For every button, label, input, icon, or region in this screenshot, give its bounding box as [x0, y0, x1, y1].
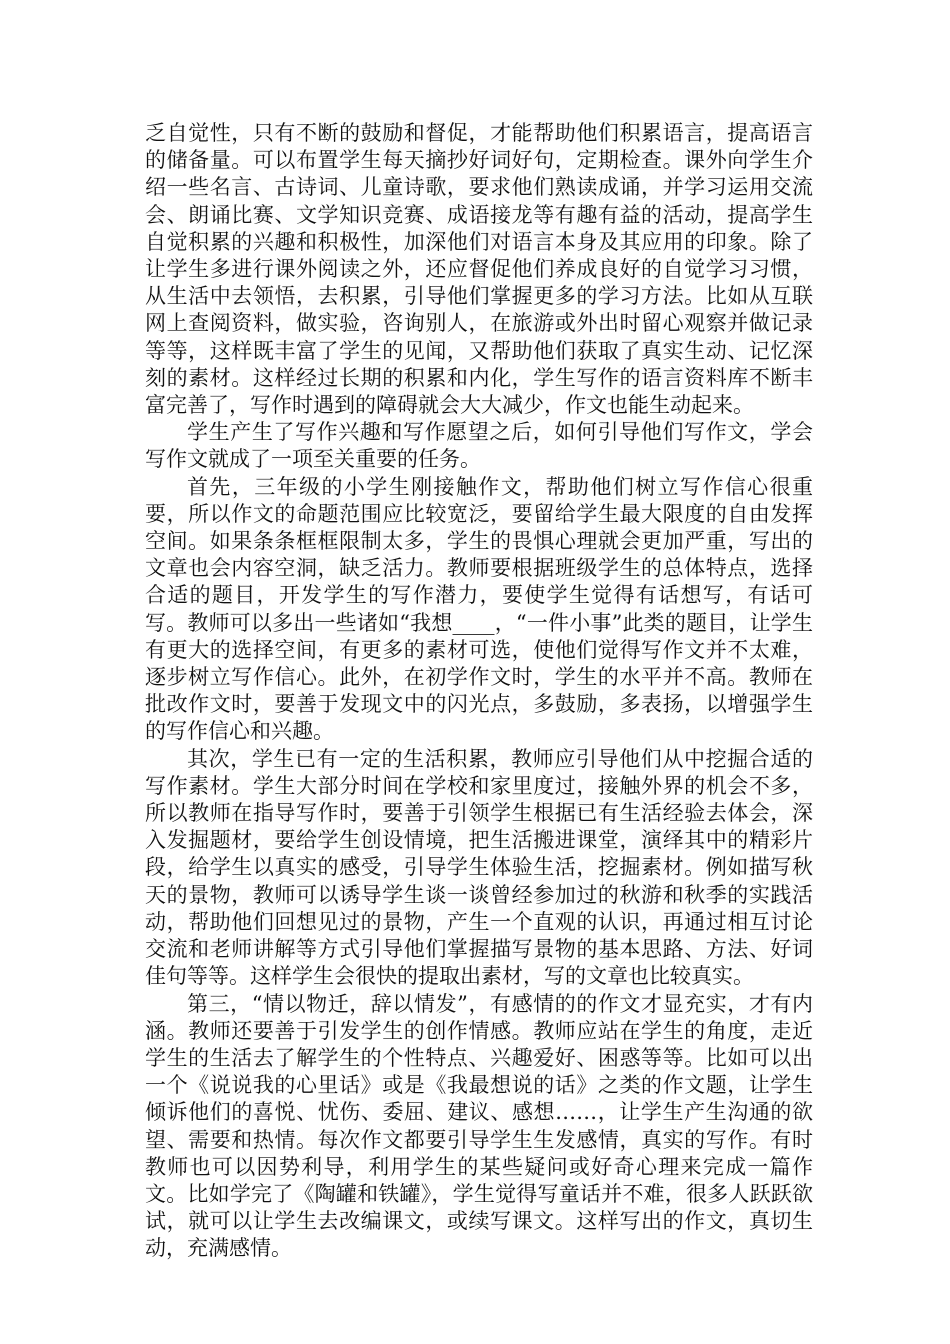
paragraph-2: 学生产生了写作兴趣和写作愿望之后，如何引导他们写作文，学会写作文就成了一项至关重要的任务。	[145, 420, 813, 472]
document-body	[145, 120, 813, 1263]
paragraph-1: 乏自觉性，只有不断的鼓励和督促，才能帮助他们积累语言，提高语言的储备量。可以布置学生每天摘抄好词好句，定期检查。课外向学生介绍一些名言、古诗词、儿童诗歌，要求他们熟读成诵，并学习运用交流会、朗诵比赛、文学知识竞赛、成语接龙等有趣有益的活动，提高学生自觉积累的兴趣和积极性，加深他们对语言本身及其应用的印象。除了让学生多进行课外阅读之外，还应督促他们养成良好的自觉学习习惯，从生活中去领悟，去积累，引导他们掌握更多的学习方法。比如从互联网上查阅资料，做实验，咨询别人，在旅游或外出时留心观察并做记录等等，这样既丰富了学生的见闻，又帮助他们获取了真实生动、记忆深刻的素材。这样经过长期的积累和内化，学生写作的语言资料库不断丰富完善了，写作时遇到的障碍就会大大减少，作文也能生动起来。	[145, 121, 813, 418]
paragraph-4: 其次，学生已有一定的生活积累，教师应引导他们从中挖掘合适的写作素材。学生大部分时间在学校和家里度过，接触外界的机会不多，所以教师在指导写作时，要善于引领学生根据已有生活经验去体会，深入发掘题材，要给学生创设情境，把生活搬进课堂，演绎其中的精彩片段，给学生以真实的感受，引导学生体验生活，挖掘素材。例如描写秋天的景物，教师可以诱导学生谈一谈曾经参加过的秋游和秋季的实践活动，帮助他们回想见过的景物，产生一个直观的认识，再通过相互讨论交流和老师讲解等方式引导他们掌握描写景物的基本思路、方法、好词佳句等等。这样学生会很快的提取出素材，写的文章也比较真实。	[145, 746, 813, 989]
paragraph-5: 第三，“情以物迁，辞以情发”，有感情的的作文才显充实，才有内涵。教师还要善于引发学生的创作情感。教师应站在学生的角度，走近学生的生活去了解学生的个性特点、兴趣爱好、困惑等等。比如可以出一个《说说我的心里话》或是《我最想说的话》之类的作文题，让学生倾诉他们的喜悦、忧伤、委屈、建议、感想……，让学生产生沟通的欲望、需要和热情。每次作文都要引导学生生发感情，真实的写作。有时教师也可以因势利导，利用学生的某些疑问或好奇心理来完成一篇作文。比如学完了《陶罐和铁罐》，学生觉得写童话并不难，很多人跃跃欲试，就可以让学生去改编课文，或续写课文。这样写出的作文，真切生动，充满感情。	[145, 991, 813, 1261]
paragraph-3: 首先，三年级的小学生刚接触作文，帮助他们树立写作信心很重要，所以作文的命题范围应比较宽泛，要留给学生最大限度的自由发挥空间。如果条条框框限制太多，学生的畏惧心理就会更加严重，写出的文章也会内容空洞，缺乏活力。教师要根据班级学生的总体特点，选择合适的题目，开发学生的写作潜力，要使学生觉得有话想写，有话可写。教师可以多出一些诸如“我想____，“一件小事”此类的题目，让学生有更大的选择空间，有更多的素材可选，使他们觉得写作文并不太难，逐步树立写作信心。此外，在初学作文时，学生的水平并不高。教师在批改作文时，要善于发现文中的闪光点，多鼓励，多表扬，以增强学生的写作信心和兴趣。	[145, 474, 813, 744]
